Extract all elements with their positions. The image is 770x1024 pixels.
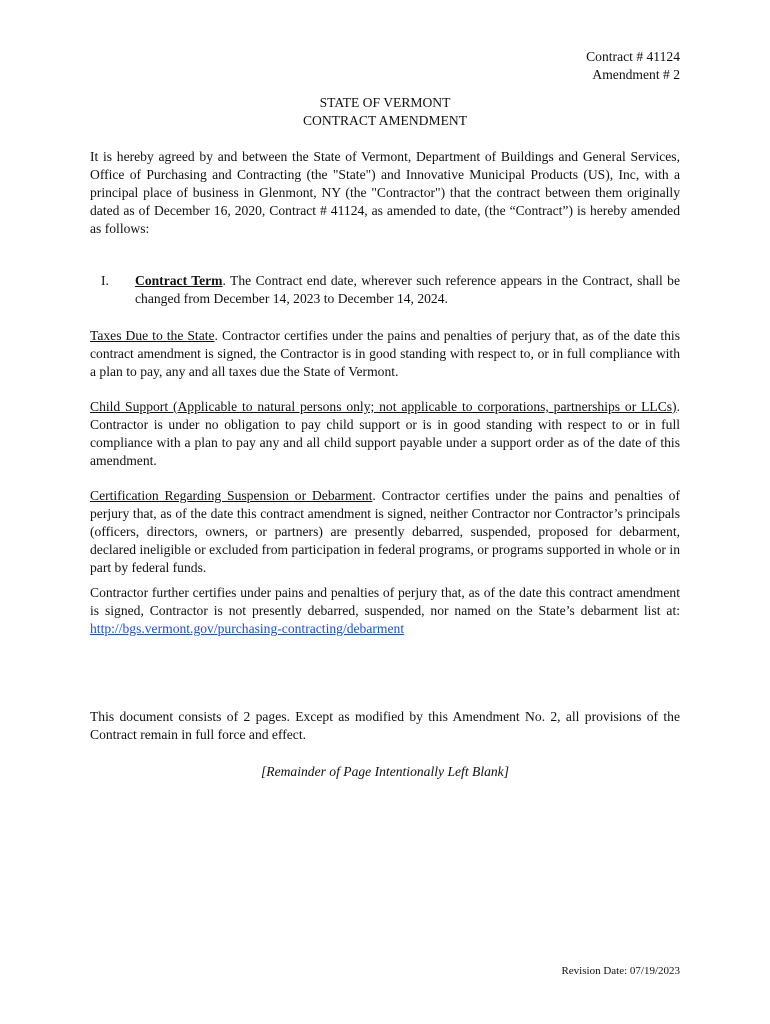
amendment-number: Amendment # 2 xyxy=(592,67,680,82)
taxes-heading: Taxes Due to the State xyxy=(90,328,215,343)
taxes-paragraph xyxy=(90,327,680,381)
revision-date: Revision Date: 07/19/2023 xyxy=(561,965,680,977)
title-line-1: STATE OF VERMONT xyxy=(319,95,451,110)
closing-paragraph: This document consists of 2 pages. Except as modified by this Amendment No. 2, all provisions of the Contract remain in full force and effect. xyxy=(90,709,680,742)
debarment-text: . Contractor certifies under the pains and penalties of perjury that, as of the date this contract amendment is signed, neither Contractor nor Contractor’s principals (officers, directors, owners, or partners) are presently debarred, suspended, proposed for debarment, declared ineligible or excluded from participation in federal programs, or programs supported in whole or in part by federal funds. xyxy=(90,488,680,575)
contract-reference xyxy=(586,48,680,84)
item-number: I. xyxy=(101,273,109,288)
further-certification-paragraph xyxy=(90,584,680,638)
further-certification-text: Contractor further certifies under pains and penalties of perjury that, as of the date this contract amendment is signed, Contractor is not presently debarred, suspended, nor named on the State’s debarment list at: xyxy=(90,585,680,618)
child-support-heading: Child Support (Applicable to natural persons only; not applicable to corporations, partnerships or LLCs) xyxy=(90,399,677,414)
taxes-text: . Contractor certifies under the pains and penalties of perjury that, as of the date this contract amendment is signed, the Contractor is in good standing with respect to, or in full compliance with a plan to pay, any and all taxes due the State of Vermont. xyxy=(90,328,680,379)
intro-paragraph: It is hereby agreed by and between the State of Vermont, Department of Buildings and General Services, Office of Purchasing and Contracting (the "State") and Innovative Municipal Products (US), Inc, with a principal place of business in Glenmont, NY (the "Contractor") that the contract between them originally dated as of December 16, 2020, Contract # 41124, as amended to date, (the “Contract”) is hereby amended as follows: xyxy=(90,149,680,236)
child-support-paragraph xyxy=(90,398,680,470)
debarment-list-link[interactable]: http://bgs.vermont.gov/purchasing-contracting/debarment xyxy=(90,621,405,636)
contract-term-heading: Contract Term xyxy=(135,273,223,288)
remainder-blank-notice: [Remainder of Page Intentionally Left Blank] xyxy=(260,764,510,779)
contract-term-text: . The Contract end date, wherever such reference appears in the Contract, shall be changed from December 14, 2023 to December 14, 2024. xyxy=(135,273,680,306)
document-title xyxy=(0,94,770,130)
debarment-paragraph xyxy=(90,487,680,577)
debarment-heading: Certification Regarding Suspension or Debarment xyxy=(90,488,373,503)
title-line-2: CONTRACT AMENDMENT xyxy=(302,113,467,128)
child-support-text: . Contractor is under no obligation to pay child support or is in good standing with respect to or in full compliance with a plan to pay any and all child support payable under a support order as of the date of this amendment. xyxy=(90,399,680,468)
contract-term-item xyxy=(135,272,680,308)
contract-number: Contract # 41124 xyxy=(586,49,680,64)
